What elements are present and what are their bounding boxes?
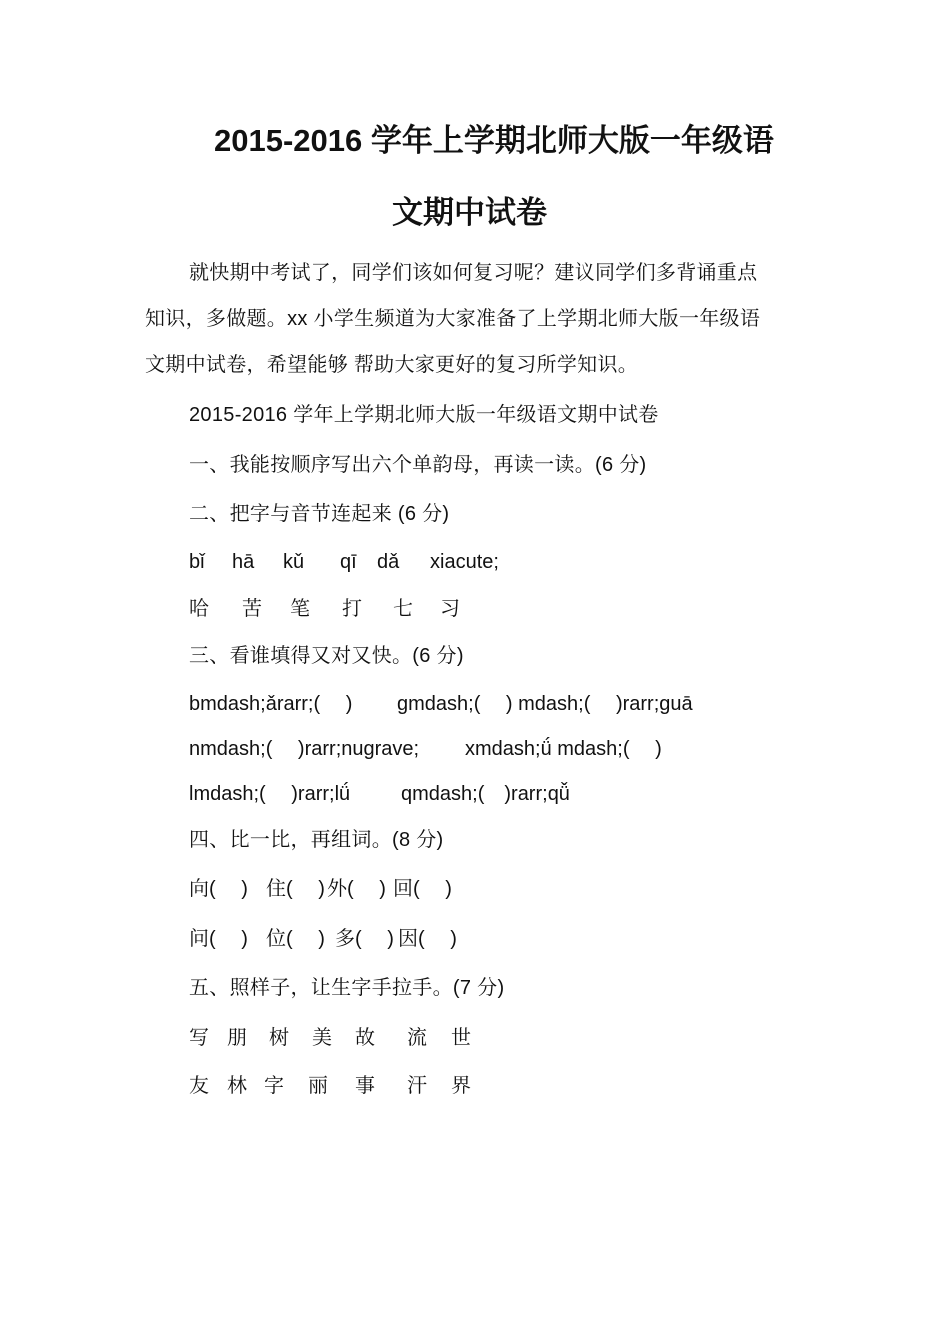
compare-word-row [0,874,950,904]
character-item: 事 [355,1075,375,1097]
syllable-item: qī [340,551,357,573]
character-item: 字 [264,1075,284,1097]
syllable-item: hā [232,551,255,573]
fill-blank-row [0,689,950,719]
character-row [0,594,950,624]
exam-subtitle: 2015-2016 学年上学期北师大版一年级语文期中试卷 [189,404,659,426]
character-item: 界 [451,1075,471,1097]
fill-blank-item: xmdash;ǘ mdash;( ) [465,738,662,760]
compare-word-item: 问( ) [189,928,248,950]
fill-blank-row [0,734,950,764]
compare-word-item: 位( ) [266,928,325,950]
compare-word-item: 多( ) [335,928,394,950]
character-match-row [0,1071,950,1101]
section-5-heading: 五、照样子，让生字手拉手。(7 分) [189,977,505,999]
compare-word-item: 外( ) [327,878,386,900]
syllable-item: bǐ [189,551,205,573]
character-item: 友 [189,1075,209,1097]
character-item: 笔 [290,598,310,620]
section-2-heading: 二、把字与音节连起来 (6 分) [189,503,450,525]
intro-paragraph-line-1: 就快期中考试了，同学们该如何复习呢？建议同学们多背诵重点 [189,262,758,284]
character-item: 丽 [308,1075,328,1097]
character-item: 美 [312,1027,332,1049]
section-3-heading: 三、看谁填得又对又快。(6 分) [189,645,464,667]
section-4-heading: 四、比一比，再组词。(8 分) [189,829,444,851]
fill-blank-item: qmdash;( )rarr;qǚ [401,783,570,805]
intro-paragraph-line-3: 文期中试卷，希望能够 帮助大家更好的复习所学知识。 [145,354,639,376]
character-item: 林 [227,1075,247,1097]
compare-word-item: 向( ) [189,878,248,900]
syllable-item: dǎ [377,551,400,573]
document-title-line-2: 文期中试卷 [392,195,547,230]
compare-word-item: 住( ) [266,878,325,900]
document-title-line-1: 2015-2016 学年上学期北师大版一年级语 [214,123,774,158]
compare-word-item: 因( ) [398,928,457,950]
fill-blank-item: gmdash;( ) mdash;( )rarr;guā [397,693,693,715]
fill-blank-item: bmdash;ǎrarr;( ) [189,693,353,715]
character-match-row [0,1023,950,1053]
compare-word-item: 回( ) [393,878,452,900]
fill-blank-item: lmdash;( )rarr;lǘ [189,783,351,805]
compare-word-row [0,924,950,954]
intro-paragraph-line-2: 知识，多做题。xx 小学生频道为大家准备了上学期北师大版一年级语 [145,308,761,330]
fill-blank-row [0,779,950,809]
character-item: 七 [393,598,413,620]
character-item: 朋 [227,1027,247,1049]
pinyin-syllable-row [0,547,950,577]
character-item: 汗 [407,1075,427,1097]
character-item: 流 [407,1027,427,1049]
character-item: 打 [342,598,362,620]
character-item: 苦 [242,598,262,620]
syllable-item: kǔ [283,551,305,573]
fill-blank-item: nmdash;( )rarr;nugrave; [189,738,420,760]
character-item: 树 [269,1027,289,1049]
character-item: 哈 [189,598,209,620]
character-item: 习 [440,598,460,620]
syllable-item: xiacute; [430,551,499,573]
section-1-heading: 一、我能按顺序写出六个单韵母，再读一读。(6 分) [189,454,647,476]
character-item: 写 [189,1027,209,1049]
character-item: 世 [451,1027,471,1049]
character-item: 故 [355,1027,375,1049]
